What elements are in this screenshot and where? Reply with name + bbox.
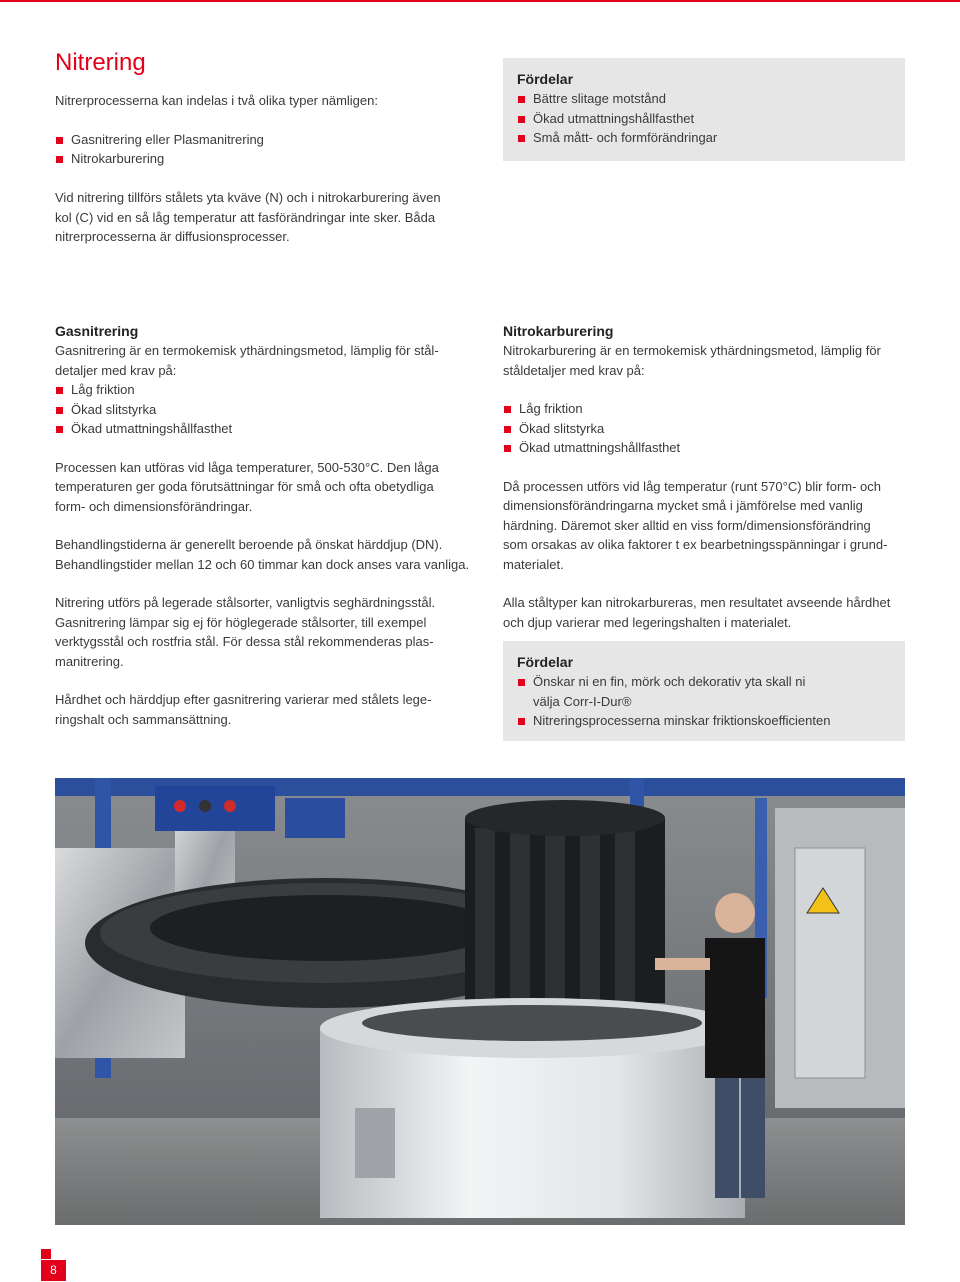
- bullet-square-icon: [504, 445, 511, 452]
- bullet-square-icon: [56, 137, 63, 144]
- page-marker-square: [41, 1249, 51, 1259]
- nitrokarburering-list: [503, 399, 905, 458]
- advantages-list: [517, 89, 891, 148]
- advantages-list: [517, 672, 891, 731]
- process-type-list: [55, 130, 455, 169]
- list-item: Ökad utmattningshållfasthet: [503, 438, 905, 458]
- paragraph: Då processen utförs vid låg temperatur (runt 570°C) blir form- och dimensionsförändringarna mycket små i jämförelse med vanlig härdning. Däremot sker alltid en viss form/dimensionsförändring som orsakas av olika faktorer t ex bearbetningsspänningar i grund- materialet.: [503, 478, 888, 572]
- gasnitrering-section: Gasnitrering Gasnitrering är en termokemisk ythärdningsmetod, lämplig för stål- detaljer med krav på: Låg friktion Ökad slitstyrka Ökad utmattningshållfasthet Processen kan utföras vid låga temperaturer, 500-530°C. Den låga temperaturen ger goda förutsättningar för små och ofta obetydliga form- och dimensionsförändringar. Behandlingstiderna är generellt beroende på önskat härddjup (DN). Behandlingstider mellan 12 och 60 timmar kan dock anses vara vanliga. Nitrering utförs på legerade stålsorter, vanligtvis seghärdningsstål. Gasnitrering lämpar sig ej för höglegerade stålsorter, till exempel verktygsstål och rostfria stål. För dessa stål rekommenderas plas- manitrering. Hårdhet och härddjup efter gasnitrering varierar med stålets lege- ringshalt och sammansättning.: [55, 321, 475, 729]
- bullet-square-icon: [518, 116, 525, 123]
- paragraph: Nitrering utförs på legerade stålsorter, vanligtvis seghärdningsstål. Gasnitrering lämpar sig ej för höglegerade stålsorter, till exempel verktygsstål och rostfria stål. För dessa stål rekommenderas plas- manitrering.: [55, 595, 436, 669]
- furnace-photo: [55, 778, 905, 1225]
- list-item: Ökad utmattningshållfasthet: [517, 109, 891, 129]
- list-item: Små mått- och formförändringar: [517, 128, 891, 148]
- bullet-square-icon: [56, 426, 63, 433]
- bullet-square-icon: [56, 387, 63, 394]
- gasnitrering-list: [55, 380, 475, 439]
- nitrokarburering-heading: Nitrokarburering: [503, 323, 614, 339]
- intro-lead: Nitrerprocesserna kan indelas i två olika typer nämligen:: [55, 93, 378, 108]
- paragraph: Processen kan utföras vid låga temperaturer, 500-530°C. Den låga temperaturen ger goda förutsättningar för små och ofta obetydliga form- och dimensionsförändringar.: [55, 459, 439, 514]
- bullet-square-icon: [56, 407, 63, 414]
- list-item: Önskar ni en fin, mörk och dekorativ yta skall ni välja Corr-I-Dur®: [517, 672, 891, 711]
- paragraph: Hårdhet och härddjup efter gasnitrering varierar med stålets lege- ringshalt och sammansättning.: [55, 692, 432, 727]
- gasnitrering-heading: Gasnitrering: [55, 323, 139, 339]
- page-title: Nitrering: [55, 49, 146, 76]
- description-paragraph: Vid nitrering tillförs stålets yta kväve (N) och i nitrokarburering även kol (C) vid en så låg temperatur att fasförändringar inte sker. Båda nitrerprocesserna är diffusionsprocesser.: [55, 190, 441, 244]
- advantages-heading: Fördelar: [517, 71, 574, 87]
- list-item: Ökad utmattningshållfasthet: [55, 419, 475, 439]
- bullet-square-icon: [56, 156, 63, 163]
- bullet-square-icon: [504, 426, 511, 433]
- paragraph: Alla ståltyper kan nitrokarbureras, men resultatet avseende hårdhet och djup varierar med legeringshalten i materialet.: [503, 595, 891, 630]
- advantages-box-top: [503, 58, 905, 161]
- paragraph: Behandlingstiderna är generellt beroende på önskat härddjup (DN). Behandlingstider mellan 12 och 60 timmar kan dock anses vara vanliga.: [55, 537, 470, 572]
- nitrokarburering-section: Nitrokarburering Nitrokarburering är en termokemisk ythärdningsmetod, lämplig för ståldetaljer med krav på: Låg friktion Ökad slitstyrka Ökad utmattningshållfasthet Då processen utförs vid låg temperatur (runt 570°C) blir form- och dimensionsförändringarna mycket små i jämförelse med vanlig härdning. Däremot sker alltid en viss form/dimensionsförändring som orsakas av olika faktorer t ex bearbetningsspänningar i grund- materialet. Alla ståltyper kan nitrokarbureras, men resultatet avseende hårdhet och djup varierar med legeringshalten i materialet.: [503, 321, 905, 632]
- furnace-photo-illustration: [55, 778, 905, 1225]
- advantages-box-bottom: [503, 641, 905, 741]
- bullet-square-icon: [518, 135, 525, 142]
- top-accent-line: [0, 0, 960, 2]
- bullet-square-icon: [518, 96, 525, 103]
- list-item: Låg friktion: [503, 399, 905, 419]
- list-item: Låg friktion: [55, 380, 475, 400]
- intro-section: [55, 91, 455, 169]
- list-item: Gasnitrering eller Plasmanitrering: [55, 130, 455, 150]
- bullet-square-icon: [504, 406, 511, 413]
- bullet-square-icon: [518, 679, 525, 686]
- page-number: 8: [41, 1260, 66, 1281]
- list-item: Nitrokarburering: [55, 149, 455, 169]
- list-item: Nitreringsprocesserna minskar friktionskoefficienten: [517, 711, 891, 731]
- list-item: Ökad slitstyrka: [503, 419, 905, 439]
- list-item: Bättre slitage motstånd: [517, 89, 891, 109]
- advantages-heading: Fördelar: [517, 654, 574, 670]
- bullet-square-icon: [518, 718, 525, 725]
- list-item: Ökad slitstyrka: [55, 400, 475, 420]
